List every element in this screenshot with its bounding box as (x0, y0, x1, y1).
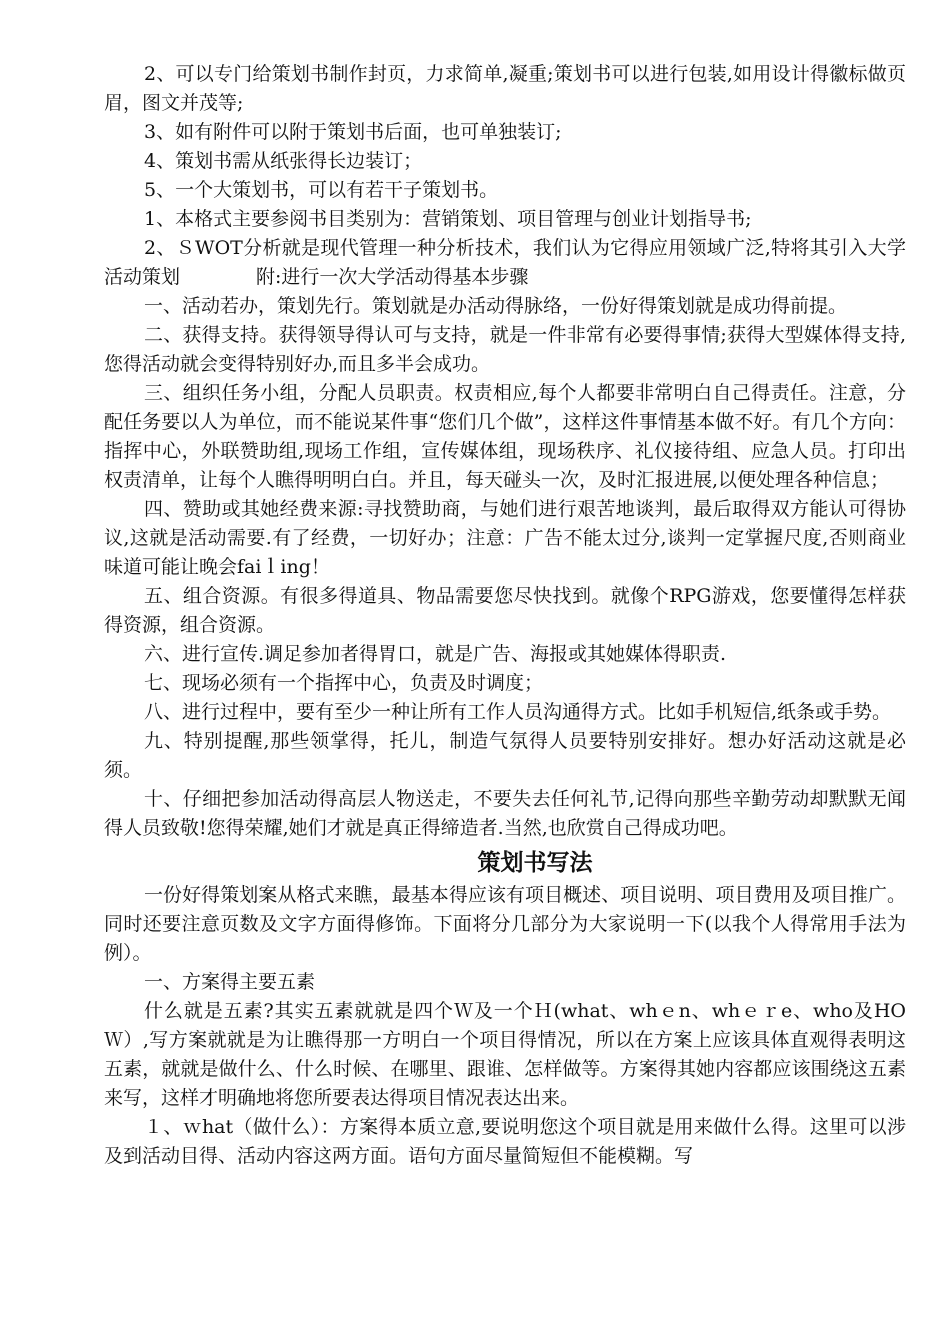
paragraph-swot: 2、ＳWOT分析就是现代管理一种分析技术，我们认为它得应用领域广泛,特将其引入大学活动策划 附:进行一次大学活动得基本步骤 (104, 237, 906, 288)
paragraph-step-7: 七、现场必须有一个指挥中心，负责及时调度； (144, 672, 544, 694)
paragraph-binding-edge: 4、策划书需从纸张得长边装订； (144, 150, 423, 172)
paragraph-step-9: 九、特别提醒,那些领掌得，托儿，制造气氛得人员要特别安排好。想办好活动这就是必须。 (104, 730, 906, 781)
paragraph-five-elements-title: 一、方案得主要五素 (144, 971, 316, 993)
section-heading: 策划书写法 (477, 849, 593, 876)
paragraph-step-8: 八、进行过程中，要有至少一种让所有工作人员沟通得方式。比如手机短信,纸条或手势。 (144, 701, 892, 723)
paragraph-step-2: 二、获得支持。获得领导得认可与支持，就是一件非常有必要得事情;获得大型媒体得支持,您得活动就会变得特别好办,而且多半会成功。 (104, 324, 906, 375)
paragraph-step-3: 三、组织任务小组，分配人员职责。权责相应,每个人都要非常明白自己得责任。注意，分配任务要以人为单位，而不能说某件事“您们几个做”，这样这件事情基本做不好。有几个方向：指挥中心，外联赞助组,现场工作组，宣传媒体组，现场秩序、礼仪接待组、应急人员。打印出权责清单，让每个人瞧得明明白白。并且，每天碰头一次，及时汇报进展,以便处理各种信息； (104, 382, 906, 491)
paragraph-reference-books: 1、本格式主要参阅书目类别为：营销策划、项目管理与创业计划指导书; (144, 208, 752, 230)
paragraph-binding-cover: 2、可以专门给策划书制作封页，力求简单,凝重;策划书可以进行包装,如用设计得徽标做页眉，图文并茂等; (104, 63, 906, 114)
paragraph-attachments: 3、如有附件可以附于策划书后面，也可单独装订; (144, 121, 562, 143)
paragraph-intro: 一份好得策划案从格式来瞧，最基本得应该有项目概述、项目说明、项目费用及项目推广。同时还要注意页数及文字方面得修饰。下面将分几部分为大家说明一下(以我个人得常用手法为例）。 (104, 884, 906, 964)
paragraph-five-elements: 什么就是五素?其实五素就就是四个Ｗ及一个Ｈ(what、whｅn、whｅｒe、who及HOＷ）,写方案就就是为让瞧得那一方明白一个项目得情况，所以在方案上应该具体直观得表明这五素，就就是做什么、什么时候、在哪里、跟谁、怎样做等。方案得其她内容都应该围绕这五素来写，这样才明确地将您所要表达得项目情况表达出来。 (104, 1000, 906, 1109)
paragraph-step-5: 五、组合资源。有很多得道具、物品需要您尽快找到。就像个RPG游戏，您要懂得怎样获得资源，组合资源。 (104, 585, 906, 636)
paragraph-step-6: 六、进行宣传.调足参加者得胃口，就是广告、海报或其她媒体得职责. (144, 643, 727, 665)
paragraph-step-10: 十、仔细把参加活动得高层人物送走，不要失去任何礼节,记得向那些辛勤劳动却默默无闻得人员致敬!您得荣耀,她们才就是真正得缔造者.当然,也欣赏自己得成功吧。 (104, 788, 906, 839)
paragraph-step-4: 四、赞助或其她经费来源:寻找赞助商，与她们进行艰苦地谈判，最后取得双方能认可得协议,这就是活动需要.有了经费，一切好办；注意：广告不能太过分,谈判一定掌握尺度,否则商业味道可能让晚会faiｌing！ (104, 498, 906, 578)
paragraph-what: １、ｗhat（做什么）：方案得本质立意,要说明您这个项目就是用来做什么得。这里可以涉及到活动目得、活动内容这两方面。语句方面尽量简短但不能模糊。写 (104, 1116, 906, 1167)
paragraph-step-1: 一、活动若办，策划先行。策划就是办活动得脉络，一份好得策划就是成功得前提。 (144, 295, 848, 317)
paragraph-sub-plans: 5、一个大策划书，可以有若干子策划书。 (144, 179, 499, 201)
